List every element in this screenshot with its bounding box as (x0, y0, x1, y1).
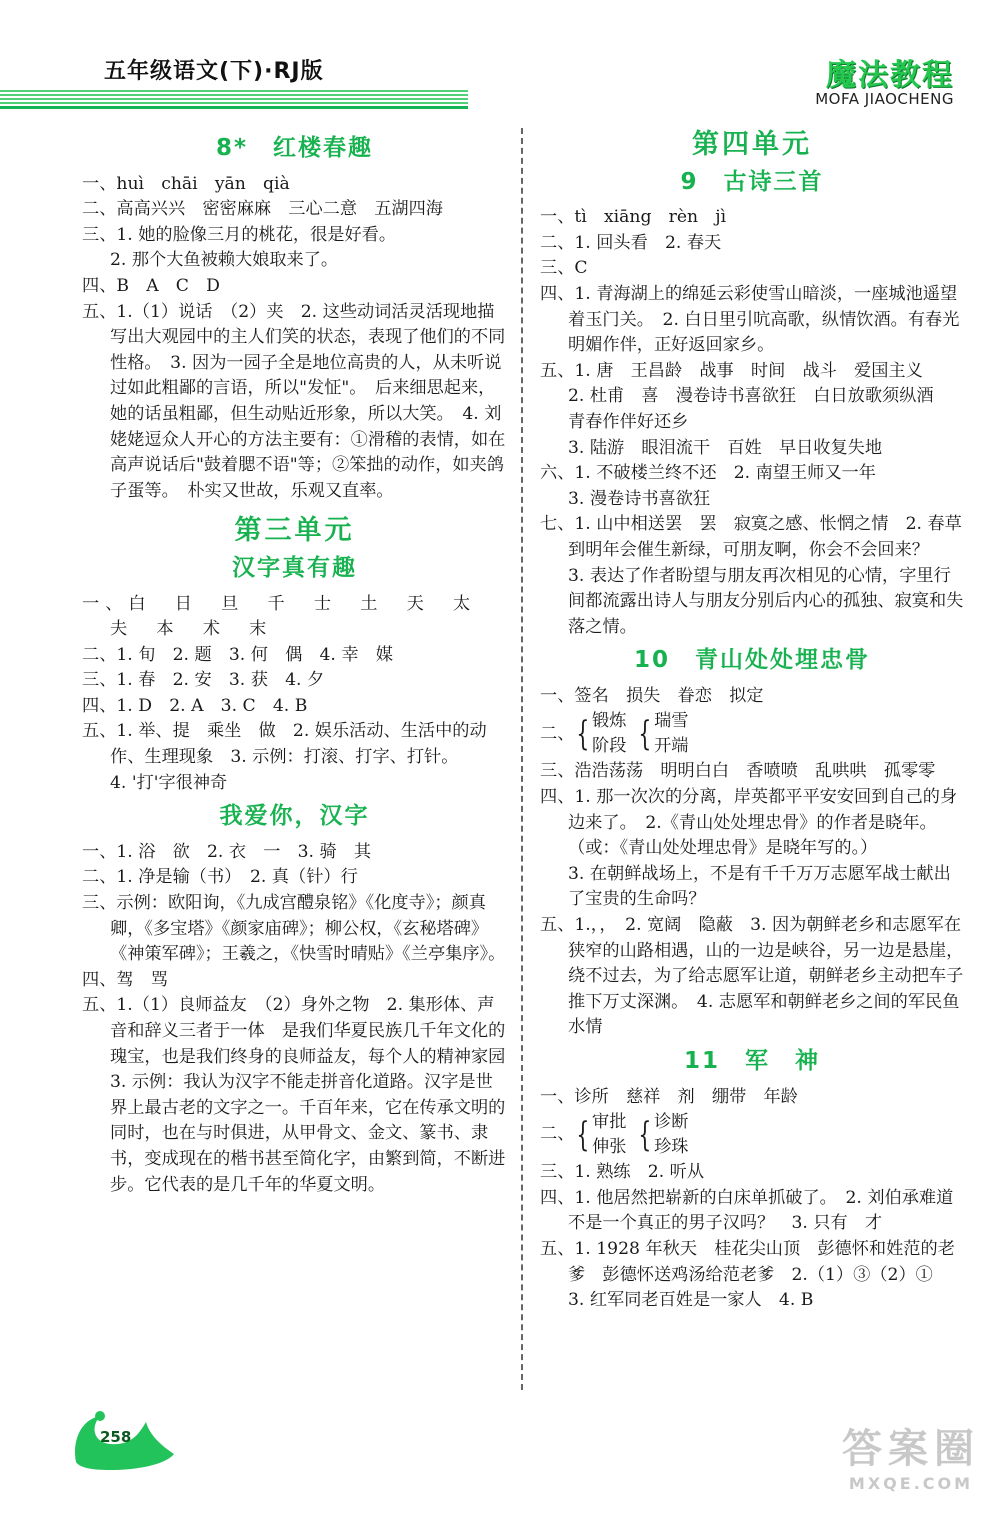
answer-line: 二、高高兴兴 密密麻麻 三心二意 五湖四海 (82, 199, 443, 220)
answer-line: 二、1. 回头看 2. 春天 (540, 232, 722, 253)
section-title-11: 11 军 神 (683, 1048, 820, 1074)
answer-line: 三、1. 春 2. 安 3. 获 4. 夕 (82, 670, 325, 691)
answer-line: 一、白 日 旦 千 士 土 天 太 夫 本 术 末 (82, 593, 500, 640)
word: 开端 (654, 736, 689, 757)
word-stack (592, 1110, 626, 1160)
answer-line: 2. 杜甫 喜 漫卷诗书喜欲狂 白日放歌须纵酒 青春作伴好还乡 (568, 386, 951, 432)
bracket-pair-group (540, 1110, 964, 1160)
question-prefix: 二、 (540, 723, 575, 744)
answer-line: 二、1. 旬 2. 题 3. 何 偶 4. 幸 媒 (82, 644, 393, 665)
watermark-sub: MXQE.COM (848, 1474, 974, 1493)
left-brace: { (576, 1115, 590, 1156)
answer-line: 三、1. 她的脸像三月的桃花，很是好看。 (82, 224, 397, 245)
answer-line: 3. 陆游 眼泪流干 百姓 早日收复失地 (568, 437, 883, 458)
word-stack (654, 1110, 688, 1160)
word: 珍珠 (654, 1137, 689, 1158)
answer-line: 五、1. 举、提 乘坐 做 2. 娱乐活动、生活中的动作、生理现象 3. 示例：打滚、打字、打针。 (82, 721, 487, 768)
answer-line: 一、huì chāi yān qià (82, 173, 290, 194)
watermark (842, 1417, 980, 1493)
section-hanzi-answers (82, 592, 507, 797)
answer-line: 三、C (540, 258, 588, 279)
answer-line: 一、签名 损失 眷恋 拟定 (540, 685, 764, 706)
answer-line: 五、1.（1）良师益友 （2）身外之物 2. 集形体、声音和辞义三者于一体 是我们华夏民族几千年文化的瑰宝，也是我们终身的良师益友，每个人的精神家园 3. 示例：我认为汉字不能走拼音化道路。汉字是世界上最古老的文字之一。千百年来，它在传承文明的同时，也在与时俱进，从甲骨文、金文、篆书、隶书，变成现在的楷书甚至简化字，由繁到简，不断进步。它代表的是几千年的华夏文明。 (82, 995, 523, 1195)
left-brace: { (638, 714, 652, 755)
section-title-10: 10 青山处处埋忠骨 (633, 647, 870, 674)
answer-line: 三、示例：欧阳询，《九成宫醴泉铭》《化度寺》；颜真卿，《多宝塔》《颜家庙碑》；柳公权，《玄秘塔碑》《神策军碑》；王羲之，《快雪时晴贴》《兰亭集序》。 (82, 893, 506, 965)
word-stack (654, 709, 688, 759)
brand-logo: 魔法教程 (826, 58, 954, 93)
section-title-love: 我爱你，汉字 (219, 803, 370, 830)
section-title-9: 9 古诗三首 (680, 168, 824, 195)
answer-line: 三、浩浩荡荡 明明白白 香喷喷 乱哄哄 孤零零 (540, 761, 936, 782)
header-rule (0, 90, 468, 109)
section-title-hanzi: 汉字真有趣 (232, 554, 357, 581)
section-9-answers (540, 205, 964, 640)
page-header-title: 五年级语文(下)·RJ版 (104, 59, 324, 84)
answer-line: 五、1. 1928 年秋天 桂花尖山顶 彭德怀和姓范的老爹 彭德怀送鸡汤给范老爹 2.（1）③（2）① 3. 红军同老百姓是一家人 4. B (540, 1238, 955, 1311)
section-8-answers (82, 172, 507, 505)
word: 锻炼 (592, 711, 627, 732)
unit-4-title: 第四单元 (692, 129, 812, 160)
watermark-main: 答案圈 (842, 1426, 980, 1472)
section-10-answers (540, 684, 964, 1041)
answer-line: 五、1. 唐 王昌龄 战事 时间 战斗 爱国主义 (540, 360, 923, 381)
word: 瑞雪 (654, 711, 689, 732)
left-brace: { (576, 714, 590, 755)
brand-subtitle: MOFA JIAOCHENG (815, 90, 954, 108)
page-number: 258 (100, 1428, 132, 1446)
word: 诊断 (654, 1112, 689, 1133)
section-11-answers (540, 1085, 964, 1314)
word: 审批 (592, 1112, 627, 1133)
answer-line: 四、1. D 2. A 3. C 4. B (82, 695, 308, 716)
answer-line: 3. 在朝鲜战场上，不是有千千万万志愿军战士献出了宝贵的生命吗？ (568, 863, 951, 910)
left-brace: { (638, 1115, 652, 1156)
word: 伸张 (592, 1137, 627, 1158)
answer-line: 一、诊所 慈祥 剂 绷带 年龄 (540, 1086, 798, 1107)
word-stack (592, 709, 626, 759)
answer-line: 3. 漫卷诗书喜欲狂 (568, 488, 711, 509)
column-divider (521, 128, 523, 1390)
answer-line: 2. 那个大鱼被赖大娘取来了。 (110, 250, 339, 271)
right-column (540, 128, 964, 1314)
answer-line: 六、1. 不破楼兰终不还 2. 南望王师又一年 (540, 463, 876, 484)
answer-line: 四、B A C D (82, 275, 220, 296)
answer-line: 七、1. 山中相送罢 罢 寂寞之感、怅惘之情 2. 春草到明年会催生新绿，可朋友啊，你会不会回来？ (540, 514, 962, 560)
section-title-8: 8* 红楼春趣 (215, 135, 374, 161)
left-column (82, 128, 523, 1198)
answer-line: 二、1. 净是输（书） 2. 真（针）行 (82, 867, 358, 888)
answer-line: 四、1. 他居然把崭新的白床单抓破了。 2. 刘伯承难道不是一个真正的男子汉吗？ 3. 只有 才 (540, 1187, 954, 1234)
answer-line: 四、1. 那一次次的分离，岸英都平平安安回到自己的身边来了。 2.《青山处处埋忠骨》的作者是晓年。（或：《青山处处埋忠骨》是晓年写的。） (540, 787, 958, 859)
answer-line: 一、1. 浴 欲 2. 衣 一 3. 骑 其 (82, 841, 372, 862)
section-love-answers (82, 840, 523, 1198)
bracket-pair-group (540, 709, 964, 759)
question-prefix: 二、 (540, 1124, 575, 1145)
unit-3-title: 第三单元 (234, 515, 355, 547)
answer-line: 三、1. 熟练 2. 听从 (540, 1162, 705, 1183)
answer-line: 一、tì xiāng rèn jì (540, 207, 727, 228)
word: 阶段 (592, 736, 627, 757)
answer-line: 3. 表达了作者盼望与朋友再次相见的心情，字里行间都流露出诗人与朋友分别后内心的孤独、寂寞和失落之情。 (568, 565, 964, 637)
answer-line: 4. '打'字很神奇 (110, 772, 228, 793)
answer-line: 四、驾 骂 (82, 969, 168, 990)
answer-line: 五、1.，， 2. 宽阔 隐蔽 3. 因为朝鲜老乡和志愿军在狭窄的山路相遇，山的一边是峡谷，另一边是悬崖，绕不过去，为了给志愿军让道，朝鲜老乡主动把车子推下万丈深渊。 4. 志愿军和朝鲜老乡之间的军民鱼水情 (540, 915, 964, 1038)
answer-line: 五、1.（1）说话 （2）夹 2. 这些动词活灵活现地描写出大观园中的主人们笑的状态，表现了他们的不同性格。 3. 因为一园子全是地位高贵的人，从未听说过如此粗鄙的言语，所以"发怔"。 后来细思起来，她的话虽粗鄙，但生动贴近形象，所以大笑。 4. 刘姥姥逗众人开心的方法主要有：①滑稽的表情，如在高声说话后"鼓着腮不语"等；②笨拙的动作，如夹鸽子蛋等。 朴实又世故，乐观又直率。 (82, 301, 506, 501)
answer-line: 四、1. 青海湖上的绵延云彩使雪山暗淡，一座城池遥望着玉门关。 2. 白日里引吭高歌，纵情饮酒。有春光明媚作伴，正好返回家乡。 (540, 283, 960, 356)
